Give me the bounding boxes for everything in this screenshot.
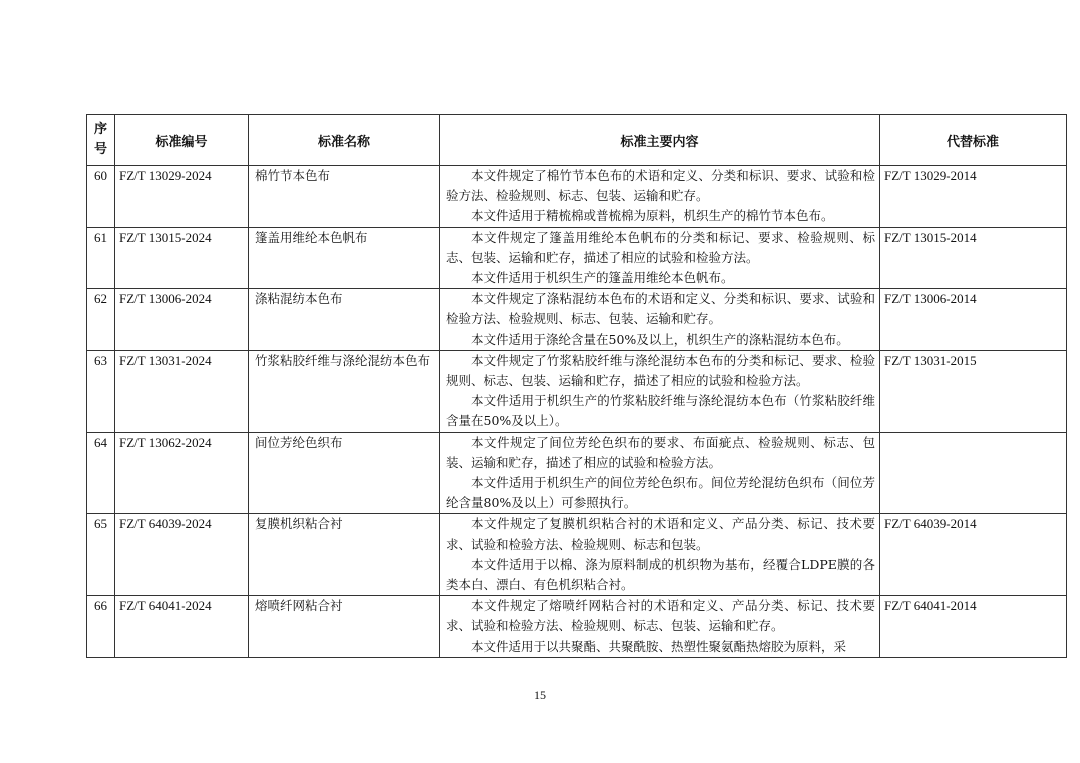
row-seq: 60 [87, 166, 115, 228]
row-content [440, 514, 880, 596]
row-content-scope: 本文件规定了棉竹节本色布的术语和定义、分类和标识、要求、试验和检验方法、检验规则、标志、包装、运输和贮存。 [446, 168, 875, 204]
row-content [440, 289, 880, 351]
row-content [440, 227, 880, 289]
row-replaces: FZ/T 13031-2015 [880, 350, 1067, 432]
row-name: 熔喷纤网粘合衬 [249, 596, 440, 658]
row-name: 涤粘混纺本色布 [249, 289, 440, 351]
row-seq: 61 [87, 227, 115, 289]
row-replaces [880, 432, 1067, 514]
row-replaces: FZ/T 64041-2014 [880, 596, 1067, 658]
header-name: 标准名称 [249, 115, 440, 166]
table-row [87, 350, 1067, 432]
row-replaces: FZ/T 13029-2014 [880, 166, 1067, 228]
table-row [87, 289, 1067, 351]
row-content-application: 本文件适用于精梳棉或普梳棉为原料，机织生产的棉竹节本色布。 [471, 208, 834, 224]
row-code: FZ/T 13029-2024 [115, 166, 249, 228]
row-content-scope: 本文件规定了篷盖用维纶本色帆布的分类和标记、要求、检验规则、标志、包装、运输和贮存，描述了相应的试验和检验方法。 [446, 229, 875, 265]
row-content-application: 本文件适用于以棉、涤为原料制成的机织物为基布，经覆合LDPE膜的各类本白、漂白、有色机织粘合衬。 [446, 556, 875, 593]
row-seq: 62 [87, 289, 115, 351]
header-content: 标准主要内容 [440, 115, 880, 166]
row-content [440, 166, 880, 228]
table-header-row [87, 115, 1067, 166]
row-replaces: FZ/T 64039-2014 [880, 514, 1067, 596]
row-name: 间位芳纶色织布 [249, 432, 440, 514]
row-name: 竹浆粘胶纤维与涤纶混纺本色布 [249, 350, 440, 432]
row-content-scope: 本文件规定了复膜机织粘合衬的术语和定义、产品分类、标记、技术要求、试验和检验方法、检验规则、标志和包装。 [446, 516, 875, 552]
row-content-scope: 本文件规定了熔喷纤网粘合衬的术语和定义、产品分类、标记、技术要求、试验和检验方法、检验规则、标志、包装、运输和贮存。 [446, 598, 875, 634]
row-content-application: 本文件适用于涤纶含量在50%及以上，机织生产的涤粘混纺本色布。 [471, 331, 849, 347]
row-code: FZ/T 13062-2024 [115, 432, 249, 514]
row-seq: 63 [87, 350, 115, 432]
page-number: 15 [534, 688, 546, 702]
row-name: 篷盖用维纶本色帆布 [249, 227, 440, 289]
row-code: FZ/T 64039-2024 [115, 514, 249, 596]
header-seq [87, 115, 115, 166]
row-content-application: 本文件适用于机织生产的篷盖用维纶本色帆布。 [471, 270, 734, 286]
standards-table [86, 114, 1067, 658]
table-row [87, 432, 1067, 514]
header-seq-line2: 号 [93, 142, 107, 157]
table-row [87, 514, 1067, 596]
row-name: 棉竹节本色布 [249, 166, 440, 228]
table-row [87, 166, 1067, 228]
row-seq: 64 [87, 432, 115, 514]
row-seq: 66 [87, 596, 115, 658]
row-name: 复膜机织粘合衬 [249, 514, 440, 596]
table-row [87, 227, 1067, 289]
row-content [440, 350, 880, 432]
header-replaces: 代替标准 [880, 115, 1067, 166]
row-content-scope: 本文件规定了涤粘混纺本色布的术语和定义、分类和标识、要求、试验和检验方法、检验规则、标志、包装、运输和贮存。 [446, 291, 875, 327]
row-content-application: 本文件适用于机织生产的竹浆粘胶纤维与涤纶混纺本色布（竹浆粘胶纤维含量在50%及以上）。 [446, 393, 875, 429]
row-content [440, 432, 880, 514]
row-content-scope: 本文件规定了间位芳纶色织布的要求、布面疵点、检验规则、标志、包装、运输和贮存，描述了相应的试验和检验方法。 [446, 434, 875, 470]
table-row [87, 596, 1067, 658]
header-code: 标准编号 [115, 115, 249, 166]
row-content-scope: 本文件规定了竹浆粘胶纤维与涤纶混纺本色布的分类和标记、要求、检验规则、标志、包装、运输和贮存，描述了相应的试验和检验方法。 [446, 352, 875, 389]
row-replaces: FZ/T 13015-2014 [880, 227, 1067, 289]
row-replaces: FZ/T 13006-2014 [880, 289, 1067, 351]
row-seq: 65 [87, 514, 115, 596]
row-code: FZ/T 13006-2024 [115, 289, 249, 351]
header-seq-line1: 序 [93, 122, 107, 137]
row-code: FZ/T 13015-2024 [115, 227, 249, 289]
row-code: FZ/T 13031-2024 [115, 350, 249, 432]
row-code: FZ/T 64041-2024 [115, 596, 249, 658]
row-content-application: 本文件适用于机织生产的间位芳纶色织布。间位芳纶混纺色织布（间位芳纶含量80%及以上）可参照执行。 [446, 475, 875, 511]
row-content-application: 本文件适用于以共聚酯、共聚酰胺、热塑性聚氨酯热熔胶为原料，采 [471, 638, 847, 654]
row-content [440, 596, 880, 658]
